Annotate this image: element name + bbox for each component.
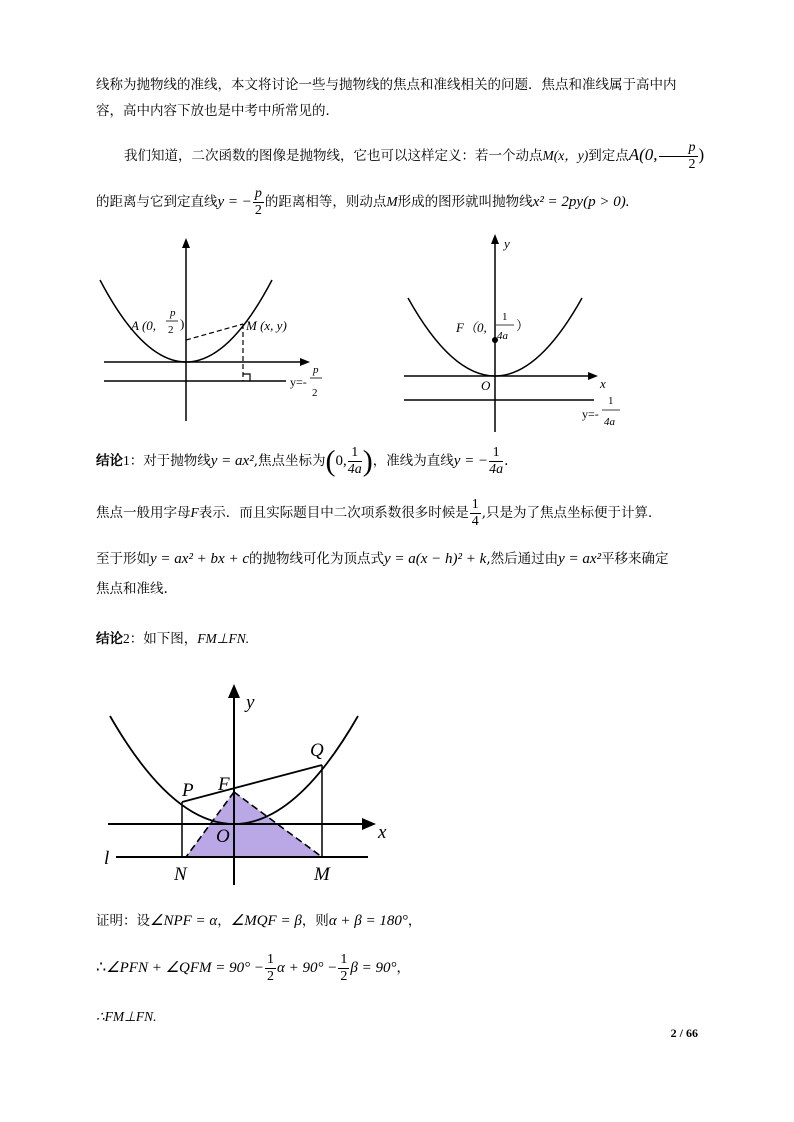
svg-text:）: ） <box>516 318 530 333</box>
fig3-label-p: P <box>182 780 194 801</box>
fig3-label-m: M <box>314 864 330 885</box>
definition-line-2: 的距离与它到定直线y = − $\frac{p}{2}$ 的距离相等，则动点M形成的图形就叫抛物线x² = 2py(p > 0). <box>96 186 630 218</box>
fig3-label-o: O <box>216 826 230 847</box>
conclusion-1: 结论1：对于抛物线y = ax²,焦点坐标为(0, $\frac{1}{4a}$ )，准线为直线y = − $\frac{1}{4a}$ . <box>96 444 509 478</box>
label-f: F（0, <box>456 320 487 335</box>
note-1: 焦点一般用字母F表示．而且实际题目中二次项系数很多时候是 $\frac{1}{4}$ ,只是为了焦点坐标便于计算． <box>96 497 662 529</box>
note-2: 至于形如y = ax² + bx + c的抛物线可化为顶点式y = a(x − h)² + k,然后通过由y = ax²平移来确定 焦点和准线. <box>96 551 669 597</box>
label-directrix: y=- <box>290 375 307 389</box>
conclusion-2: 结论2：如下图，FM⊥FN. <box>96 631 250 647</box>
fig3-label-n: N <box>174 864 187 885</box>
fig3-label-q: Q <box>310 740 324 761</box>
fig3-label-x: x <box>378 822 387 843</box>
proof-line-1: 证明：设∠NPF = α，∠MQF = β，则α + β = 180°， <box>96 913 422 929</box>
figure-parabola-general <box>96 236 356 426</box>
svg-text:4a: 4a <box>604 416 615 428</box>
svg-text:4a: 4a <box>497 330 508 342</box>
svg-text:1: 1 <box>502 311 508 323</box>
svg-text:1: 1 <box>608 395 614 407</box>
label-o: O <box>481 378 491 393</box>
intro-line-1: 线称为抛物线的准线，本文将讨论一些与抛物线的焦点和准线相关的问题．焦点和准线属于高中内 <box>96 77 677 93</box>
svg-text:2: 2 <box>312 387 318 399</box>
svg-text:): ) <box>180 316 185 331</box>
page-number: 2 / 66 <box>670 1026 698 1040</box>
label-m: M (x, y) <box>246 318 287 333</box>
svg-text:p: p <box>313 364 319 376</box>
conclusion-2-title: 结论 <box>96 631 123 647</box>
label-y: y <box>504 236 510 251</box>
point-m: M(x，y) <box>542 148 589 163</box>
figure-parabola-focus <box>400 232 630 432</box>
label-directrix-2: y=- <box>582 407 599 421</box>
label-x: x <box>600 376 606 391</box>
definition-line-1: 我们知道，二次函数的图像是抛物线，它也可以这样定义：若一个动点M(x，y)到定点A(0, $\frac{p}{2}$ ) <box>124 140 705 172</box>
svg-text:p: p <box>170 307 176 319</box>
intro-paragraph <box>96 72 706 124</box>
point-a: A(0, <box>628 145 658 164</box>
intro-line-2: 容，高中内容下放也是中考中所常见的． <box>96 103 339 119</box>
fig3-label-l: l <box>104 848 110 869</box>
fraction-p-over-2-b: $\frac{p}{2}$ <box>254 186 262 218</box>
svg-text:2: 2 <box>168 324 174 336</box>
fig3-label-f: F <box>218 774 230 795</box>
proof-line-2: ∴∠PFN + ∠QFM = 90° − $\frac{1}{2}$ α + 90° − $\frac{1}{2}$ β = 90°， <box>96 952 410 984</box>
directrix-eq: y = − <box>217 194 252 210</box>
label-a: A (0, <box>131 318 157 333</box>
parabola-equation: x² = 2py(p > 0). <box>532 194 630 210</box>
conclusion-1-title: 结论 <box>96 453 123 469</box>
proof-line-3: ∴FM⊥FN. <box>96 1009 157 1024</box>
fig3-label-y: y <box>246 692 255 713</box>
fraction-p-over-2: $\frac{p}{2}$ <box>659 140 698 173</box>
figure-fm-perp-fn <box>96 680 406 890</box>
